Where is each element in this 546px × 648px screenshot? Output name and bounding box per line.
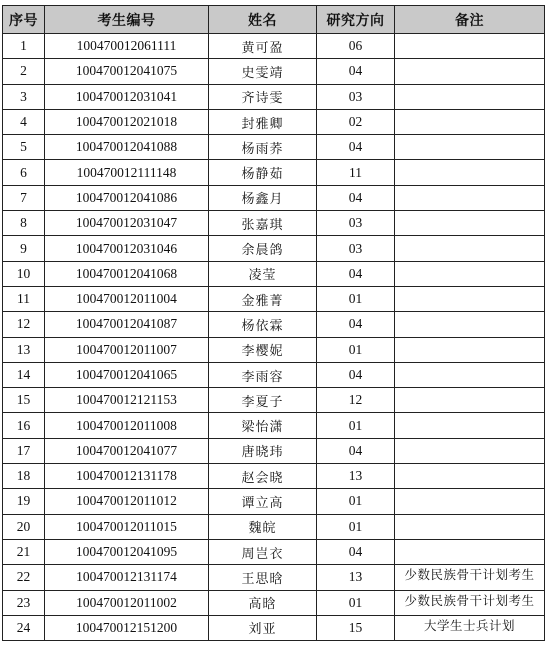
- remarks-cell: [395, 565, 545, 590]
- research-direction-cell: 03: [317, 236, 395, 261]
- research-direction-cell: 04: [317, 312, 395, 337]
- research-direction-cell: 15: [317, 615, 395, 640]
- serial-no-cell: 7: [3, 185, 45, 210]
- remarks-cell: [395, 539, 545, 564]
- remarks-text: 大学生士兵计划: [423, 617, 515, 633]
- table-row: [3, 261, 545, 286]
- research-direction-cell: 13: [317, 565, 395, 590]
- serial-no-cell: 3: [3, 84, 45, 109]
- serial-no-cell: 5: [3, 135, 45, 160]
- student-table: [2, 5, 545, 641]
- table-row: [3, 160, 545, 185]
- research-direction-cell: 04: [317, 362, 395, 387]
- serial-no-cell: 15: [3, 388, 45, 413]
- remarks-text: 少数民族骨干计划考生: [404, 592, 535, 608]
- admission-list: [2, 5, 544, 641]
- student-name-cell: 魏皖: [209, 514, 317, 539]
- table-row: [3, 84, 545, 109]
- student-name-cell: 封雅卿: [209, 109, 317, 134]
- remarks-text: 少数民族骨干计划考生: [404, 567, 535, 583]
- candidate-id-cell: 100470012041065: [45, 362, 209, 387]
- remarks-cell: [395, 236, 545, 261]
- table-row: [3, 464, 545, 489]
- table-row: [3, 135, 545, 160]
- student-name-cell: 刘亚: [209, 615, 317, 640]
- table-row: [3, 388, 545, 413]
- serial-no-cell: 1: [3, 34, 45, 59]
- candidate-id-cell: 100470012061111: [45, 34, 209, 59]
- research-direction-cell: 03: [317, 84, 395, 109]
- research-direction-cell: 04: [317, 59, 395, 84]
- serial-no-cell: 9: [3, 236, 45, 261]
- serial-no-cell: 4: [3, 109, 45, 134]
- table-row: [3, 539, 545, 564]
- serial-no-cell: 13: [3, 337, 45, 362]
- remarks-cell: [395, 615, 545, 640]
- remarks-cell: [395, 59, 545, 84]
- student-name-cell: 凌莹: [209, 261, 317, 286]
- candidate-id-cell: 100470012131174: [45, 565, 209, 590]
- research-direction-cell: 01: [317, 489, 395, 514]
- serial-no-cell: 23: [3, 590, 45, 615]
- table-row: [3, 413, 545, 438]
- table-row: [3, 438, 545, 463]
- student-name-cell: 赵会晓: [209, 464, 317, 489]
- header-row: [3, 6, 545, 34]
- research-direction-cell: 01: [317, 286, 395, 311]
- candidate-id-cell: 100470012041077: [45, 438, 209, 463]
- student-name-cell: 齐诗雯: [209, 84, 317, 109]
- remarks-cell: [395, 211, 545, 236]
- research-direction-cell: 01: [317, 514, 395, 539]
- candidate-id-cell: 100470012011008: [45, 413, 209, 438]
- research-direction-cell: 04: [317, 438, 395, 463]
- candidate-id-cell: 100470012011007: [45, 337, 209, 362]
- research-direction-cell: 01: [317, 413, 395, 438]
- candidate-id-cell: 100470012011012: [45, 489, 209, 514]
- research-direction-cell: 02: [317, 109, 395, 134]
- serial-no-cell: 6: [3, 160, 45, 185]
- candidate-id-cell: 100470012031041: [45, 84, 209, 109]
- table-row: [3, 362, 545, 387]
- serial-no-cell: 2: [3, 59, 45, 84]
- remarks-cell: [395, 337, 545, 362]
- research-direction-cell: 06: [317, 34, 395, 59]
- table-row: [3, 514, 545, 539]
- remarks-cell: [395, 84, 545, 109]
- table-row: [3, 59, 545, 84]
- research-direction-cell: 04: [317, 261, 395, 286]
- serial-no-cell: 21: [3, 539, 45, 564]
- candidate-id-cell: 100470012041088: [45, 135, 209, 160]
- research-direction-cell: 03: [317, 211, 395, 236]
- table-row: [3, 312, 545, 337]
- remarks-cell: [395, 388, 545, 413]
- student-name-cell: 金雅菁: [209, 286, 317, 311]
- remarks-cell: [395, 438, 545, 463]
- table-row: [3, 236, 545, 261]
- remarks-cell: [395, 135, 545, 160]
- remarks-cell: [395, 514, 545, 539]
- serial-no-cell: 10: [3, 261, 45, 286]
- student-name-cell: 杨静茹: [209, 160, 317, 185]
- student-name-cell: 李夏子: [209, 388, 317, 413]
- research-direction-cell: 13: [317, 464, 395, 489]
- candidate-id-cell: 100470012011004: [45, 286, 209, 311]
- student-name-cell: 唐晓玮: [209, 438, 317, 463]
- candidate-id-cell: 100470012021018: [45, 109, 209, 134]
- header-remarks: 备注: [395, 6, 545, 34]
- candidate-id-cell: 100470012041095: [45, 539, 209, 564]
- student-name-cell: 杨鑫月: [209, 185, 317, 210]
- candidate-id-cell: 100470012121153: [45, 388, 209, 413]
- remarks-cell: [395, 590, 545, 615]
- table-row: [3, 615, 545, 640]
- research-direction-cell: 04: [317, 539, 395, 564]
- serial-no-cell: 12: [3, 312, 45, 337]
- serial-no-cell: 18: [3, 464, 45, 489]
- student-name-cell: 高晗: [209, 590, 317, 615]
- student-name-cell: 余晨鸽: [209, 236, 317, 261]
- header-candidate-id: 考生编号: [45, 6, 209, 34]
- candidate-id-cell: 100470012031046: [45, 236, 209, 261]
- remarks-cell: [395, 261, 545, 286]
- candidate-id-cell: 100470012151200: [45, 615, 209, 640]
- student-name-cell: 谭立高: [209, 489, 317, 514]
- student-name-cell: 黄可盈: [209, 34, 317, 59]
- serial-no-cell: 8: [3, 211, 45, 236]
- remarks-cell: [395, 109, 545, 134]
- research-direction-cell: 04: [317, 185, 395, 210]
- table-row: [3, 185, 545, 210]
- remarks-cell: [395, 489, 545, 514]
- table-row: [3, 337, 545, 362]
- candidate-id-cell: 100470012111148: [45, 160, 209, 185]
- serial-no-cell: 17: [3, 438, 45, 463]
- student-name-cell: 张嘉琪: [209, 211, 317, 236]
- remarks-cell: [395, 413, 545, 438]
- candidate-id-cell: 100470012041075: [45, 59, 209, 84]
- student-name-cell: 李雨容: [209, 362, 317, 387]
- research-direction-cell: 11: [317, 160, 395, 185]
- candidate-id-cell: 100470012031047: [45, 211, 209, 236]
- table-body: [3, 34, 545, 641]
- candidate-id-cell: 100470012011015: [45, 514, 209, 539]
- research-direction-cell: 12: [317, 388, 395, 413]
- research-direction-cell: 01: [317, 590, 395, 615]
- serial-no-cell: 19: [3, 489, 45, 514]
- remarks-cell: [395, 286, 545, 311]
- research-direction-cell: 04: [317, 135, 395, 160]
- student-name-cell: 杨依霖: [209, 312, 317, 337]
- serial-no-cell: 16: [3, 413, 45, 438]
- remarks-cell: [395, 160, 545, 185]
- serial-no-cell: 24: [3, 615, 45, 640]
- student-name-cell: 梁怡潇: [209, 413, 317, 438]
- student-name-cell: 李樱妮: [209, 337, 317, 362]
- remarks-cell: [395, 185, 545, 210]
- candidate-id-cell: 100470012011002: [45, 590, 209, 615]
- table-row: [3, 590, 545, 615]
- student-name-cell: 王思晗: [209, 565, 317, 590]
- student-name-cell: 史雯靖: [209, 59, 317, 84]
- table-row: [3, 34, 545, 59]
- candidate-id-cell: 100470012041068: [45, 261, 209, 286]
- header-name: 姓名: [209, 6, 317, 34]
- student-name-cell: 周岂衣: [209, 539, 317, 564]
- table-row: [3, 109, 545, 134]
- candidate-id-cell: 100470012041086: [45, 185, 209, 210]
- student-name-cell: 杨雨荞: [209, 135, 317, 160]
- table-header: [3, 6, 545, 34]
- serial-no-cell: 22: [3, 565, 45, 590]
- table-row: [3, 286, 545, 311]
- table-row: [3, 489, 545, 514]
- serial-no-cell: 11: [3, 286, 45, 311]
- header-serial-no: 序号: [3, 6, 45, 34]
- remarks-cell: [395, 464, 545, 489]
- research-direction-cell: 01: [317, 337, 395, 362]
- remarks-cell: [395, 362, 545, 387]
- candidate-id-cell: 100470012041087: [45, 312, 209, 337]
- remarks-cell: [395, 34, 545, 59]
- header-research-direction: 研究方向: [317, 6, 395, 34]
- serial-no-cell: 20: [3, 514, 45, 539]
- table-row: [3, 565, 545, 590]
- remarks-cell: [395, 312, 545, 337]
- table-row: [3, 211, 545, 236]
- candidate-id-cell: 100470012131178: [45, 464, 209, 489]
- serial-no-cell: 14: [3, 362, 45, 387]
